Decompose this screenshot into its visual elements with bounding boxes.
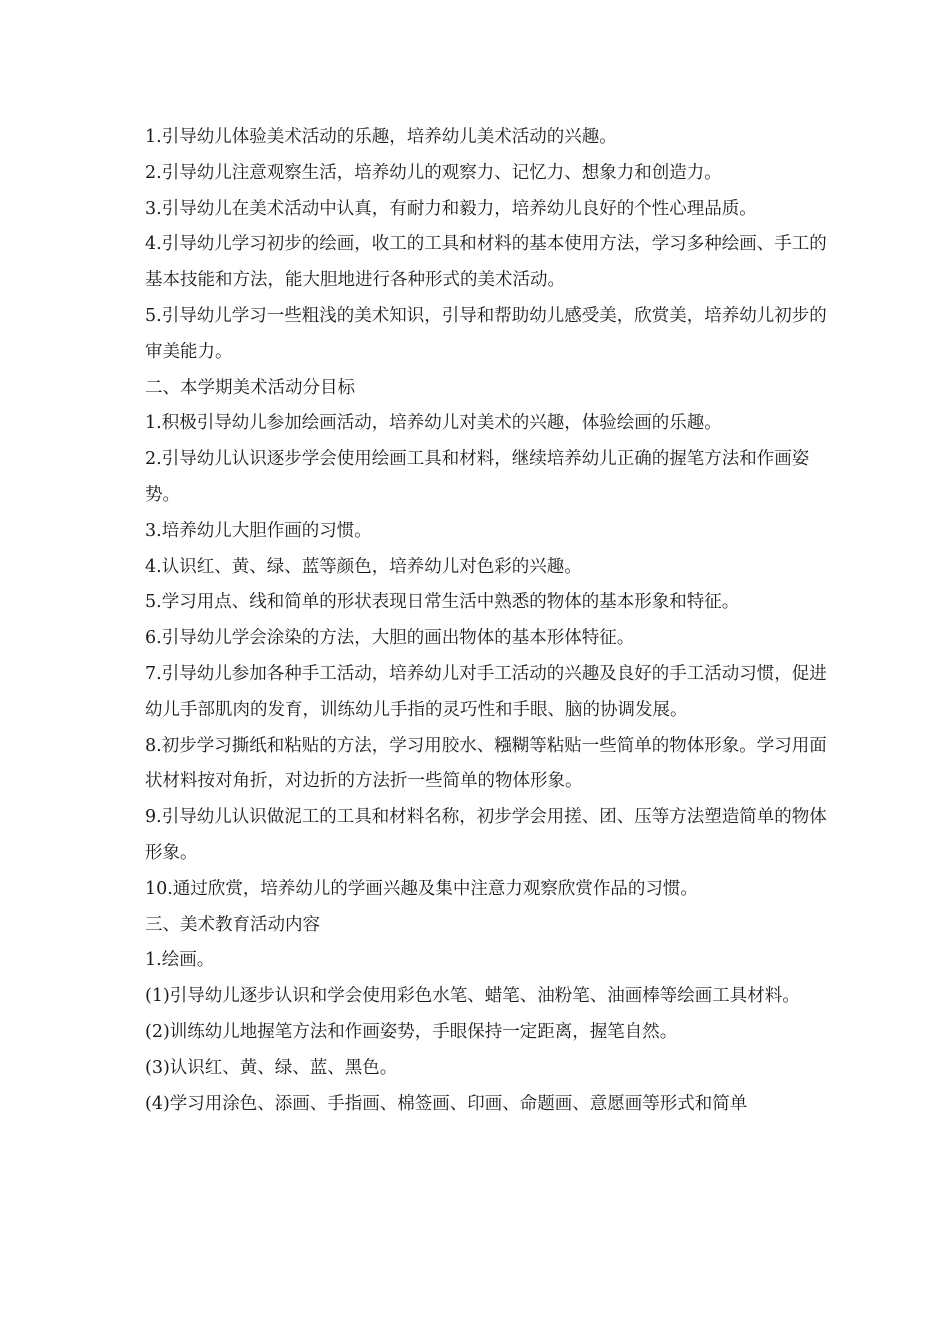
- paragraph: 1.积极引导幼儿参加绘画活动，培养幼儿对美术的兴趣，体验绘画的乐趣。: [145, 413, 722, 434]
- paragraph: (3)认识红、黄、绿、蓝、黑色。: [145, 1057, 398, 1078]
- paragraph: 1.绘画。: [145, 950, 215, 971]
- paragraph: 3.引导幼儿在美术活动中认真，有耐力和毅力，培养幼儿良好的个性心理品质。: [145, 198, 757, 219]
- paragraph: 4.引导幼儿学习初步的绘画，收工的工具和材料的基本使用方法，学习多种绘画、手工的基本技能和方法，能大胆地进行各种形式的美术活动。: [145, 234, 827, 291]
- paragraph: 7.引导幼儿参加各种手工活动，培养幼儿对手工活动的兴趣及良好的手工活动习惯，促进幼儿手部肌肉的发育，训练幼儿手指的灵巧性和手眼、脑的协调发展。: [145, 663, 827, 720]
- paragraph: (4)学习用涂色、添画、手指画、棉签画、印画、命题画、意愿画等形式和简单: [145, 1093, 748, 1114]
- paragraph: 8.初步学习撕纸和粘贴的方法，学习用胶水、糨糊等粘贴一些简单的物体形象。学习用面状材料按对角折，对边折的方法折一些简单的物体形象。: [145, 735, 827, 792]
- paragraph: 9.引导幼儿认识做泥工的工具和材料名称，初步学会用搓、团、压等方法塑造简单的物体形象。: [145, 807, 827, 863]
- paragraph: 5.学习用点、线和简单的形状表现日常生活中熟悉的物体的基本形象和特征。: [145, 592, 740, 613]
- paragraph: 2.引导幼儿认识逐步学会使用绘画工具和材料，继续培养幼儿正确的握笔方法和作画姿势。: [145, 449, 810, 505]
- paragraph: 5.引导幼儿学习一些粗浅的美术知识，引导和帮助幼儿感受美，欣赏美，培养幼儿初步的审美能力。: [145, 305, 827, 362]
- section-heading: 三、美术教育活动内容: [145, 914, 320, 935]
- paragraph: 3.培养幼儿大胆作画的习惯。: [145, 520, 372, 541]
- paragraph: 1.引导幼儿体验美术活动的乐趣，培养幼儿美术活动的兴趣。: [145, 127, 617, 147]
- paragraph: (1)引导幼儿逐步认识和学会使用彩色水笔、蜡笔、油粉笔、油画棒等绘画工具材料。: [145, 986, 800, 1007]
- paragraph: 10.通过欣赏，培养幼儿的学画兴趣及集中注意力观察欣赏作品的习惯。: [145, 878, 698, 899]
- paragraph: (2)训练幼儿地握笔方法和作画姿势，手眼保持一定距离，握笔自然。: [145, 1021, 678, 1042]
- paragraph: 6.引导幼儿学会涂染的方法，大胆的画出物体的基本形体特征。: [145, 628, 635, 649]
- paragraph: 2.引导幼儿注意观察生活，培养幼儿的观察力、记忆力、想象力和创造力。: [145, 162, 722, 183]
- document-body: [145, 120, 830, 1122]
- paragraph: 4.认识红、黄、绿、蓝等颜色，培养幼儿对色彩的兴趣。: [145, 556, 582, 577]
- section-heading: 二、本学期美术活动分目标: [145, 377, 355, 398]
